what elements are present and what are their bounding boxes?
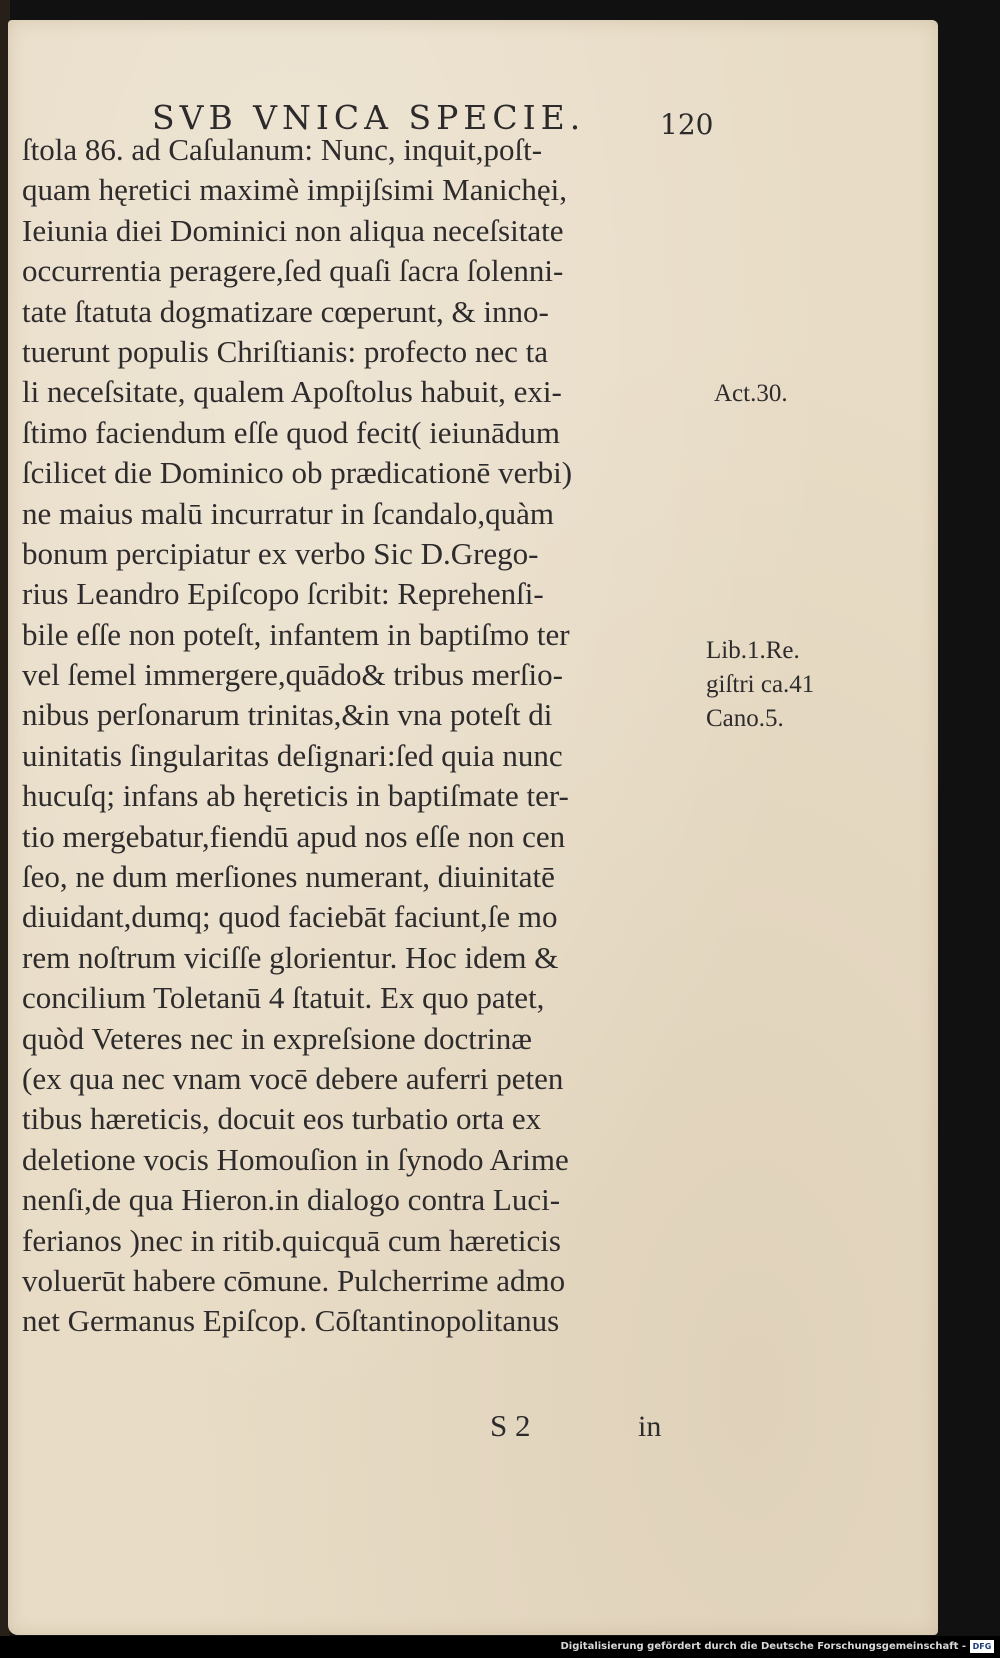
text-line: ne maius malū incurratur in ſcandalo,quàm bbox=[22, 495, 554, 531]
text-line: tio mergebatur,fiendū apud nos eſſe non cen bbox=[22, 818, 566, 854]
text-line: voluerūt habere cōmune. Pulcherrime admo bbox=[22, 1262, 566, 1298]
text-line: deletione vocis Homouſion in ſynodo Arime bbox=[22, 1141, 569, 1177]
margin-note-act: Act.30. bbox=[714, 380, 788, 407]
text-line: tuerunt populis Chriſtianis: profecto nec ta bbox=[22, 333, 549, 369]
margin-note-lib-line: Lib.1.Re. bbox=[706, 637, 800, 664]
text-line: vel ſemel immergere,quādo& tribus merſio- bbox=[22, 657, 563, 693]
text-line: nenſi,de qua Hieron.in dialogo contra Luci- bbox=[22, 1182, 561, 1218]
body-text bbox=[22, 130, 702, 1342]
running-head: SVB VNICA SPECIE. bbox=[152, 98, 586, 137]
dfg-logo: DFG bbox=[970, 1640, 994, 1653]
catchword: in bbox=[638, 1410, 662, 1443]
signature-mark: S 2 bbox=[490, 1408, 531, 1443]
text-line: ferianos )nec in ritib.quicquā cum hæreticis bbox=[22, 1222, 561, 1258]
text-line: net Germanus Epiſcop. Cōſtantinopolitanus bbox=[22, 1303, 560, 1339]
text-line: uinitatis ſingularitas deſignari:ſed quia nunc bbox=[22, 737, 563, 773]
margin-note-lib-line: giſtri ca.41 bbox=[706, 671, 815, 698]
text-line: ſeo, ne dum merſiones numerant, diuinitatē bbox=[22, 859, 555, 895]
text-line: bonum percipiatur ex verbo Sic D.Grego- bbox=[22, 535, 539, 571]
text-line: quam hęretici maximè impijſsimi Manichęi, bbox=[22, 172, 567, 208]
text-line: (ex qua nec vnam vocē debere auferri peten bbox=[22, 1060, 564, 1096]
page-number: 120 bbox=[660, 108, 714, 141]
margin-note-lib-line: Cano.5. bbox=[706, 705, 784, 732]
text-line: ſtimo faciendum eſſe quod fecit( ieiunādum bbox=[22, 414, 561, 450]
text-line: li neceſsitate, qualem Apoſtolus habuit, exi- bbox=[22, 374, 562, 410]
text-line: diuidant,dumq; quod faciebāt faciunt,ſe mo bbox=[22, 899, 558, 935]
text-line: quòd Veteres nec in expreſsione doctrinæ bbox=[22, 1020, 532, 1056]
text-line: Ieiunia diei Dominici non aliqua neceſsitate bbox=[22, 212, 564, 248]
footer-credit: Digitalisierung gefördert durch die Deutsche Forschungsgemeinschaft - bbox=[560, 1641, 966, 1652]
text-line: nibus perſonarum trinitas,&in vna poteſt di bbox=[22, 697, 553, 733]
text-line: tate ſtatuta dogmatizare cœperunt, & inno- bbox=[22, 293, 549, 329]
text-line: ſtola 86. ad Caſulanum: Nunc, inquit,poſt- bbox=[22, 132, 543, 167]
text-line: hucuſq; infans ab hęreticis in baptiſmate ter- bbox=[22, 778, 569, 814]
text-line: ſcilicet die Dominico ob prædicationē verbi) bbox=[22, 455, 573, 491]
text-line: rius Leandro Epiſcopo ſcribit: Reprehenſi- bbox=[22, 576, 544, 612]
text-line: concilium Toletanū 4 ſtatuit. Ex quo patet, bbox=[22, 980, 545, 1016]
text-line: bile eſſe non poteſt, infantem in baptiſmo ter bbox=[22, 616, 570, 652]
text-line: occurrentia peragere,ſed quaſi ſacra ſolenni- bbox=[22, 253, 564, 289]
margin-note-lib bbox=[706, 634, 814, 736]
text-line: rem noſtrum viciſſe glorientur. Hoc idem & bbox=[22, 939, 559, 975]
text-line: tibus hæreticis, docuit eos turbatio orta ex bbox=[22, 1101, 542, 1137]
